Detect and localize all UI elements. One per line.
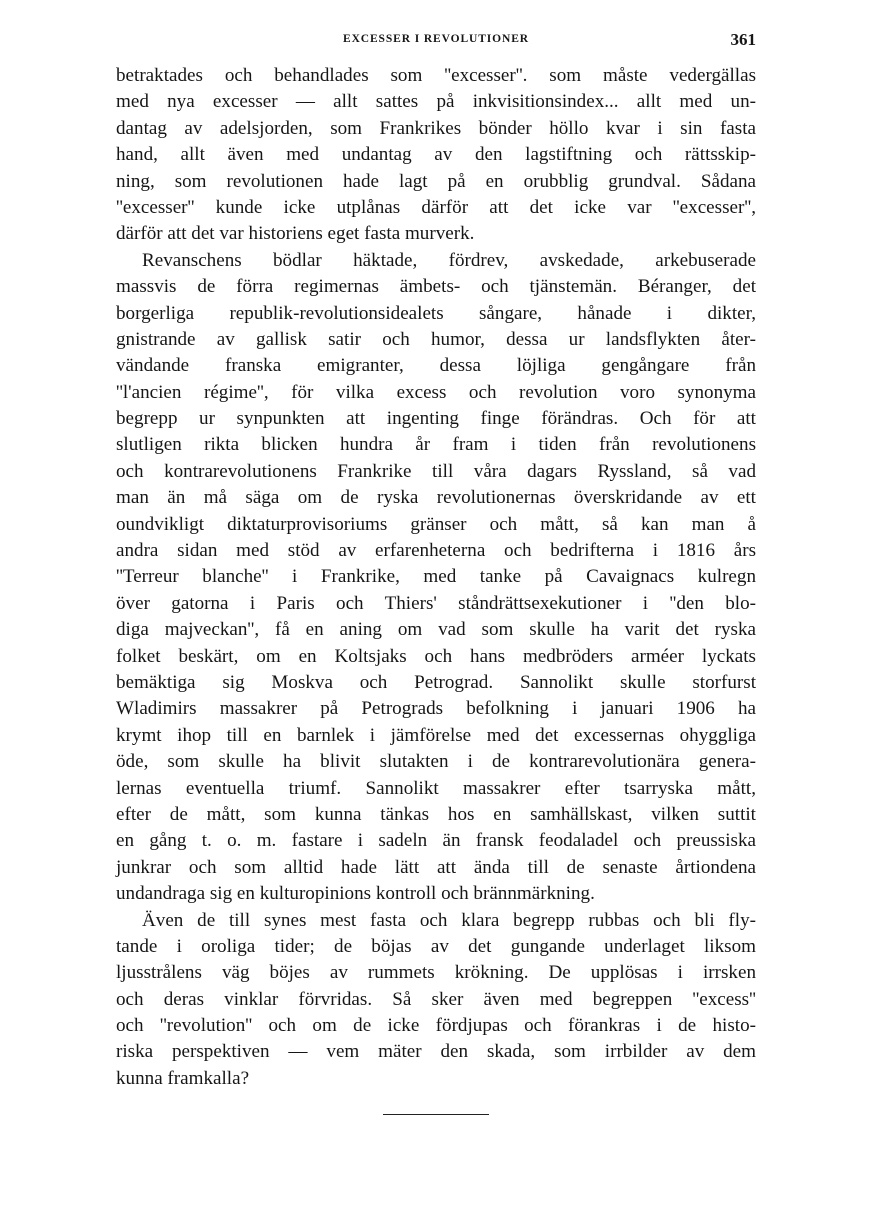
text-line: ''excesser'' kunde icke utplånas därför att det icke var ''excesser'', bbox=[116, 196, 756, 218]
text-line: kunna framkalla? bbox=[116, 1067, 250, 1089]
text-line: och ''revolution'' och om de icke fördjupas och förankras i de histo- bbox=[116, 1015, 756, 1037]
text-line: bemäktiga sig Moskva och Petrograd. Sannolikt skulle storfurst bbox=[116, 671, 756, 693]
paragraph bbox=[116, 248, 756, 908]
text-line: och kontrarevolutionens Frankrike till våra dagars Ryssland, så vad bbox=[116, 460, 756, 482]
text-line: efter de mått, som kunna tänkas hos en samhällskast, vilken suttit bbox=[116, 803, 756, 825]
text-line: massvis de förra regimernas ämbets- och tjänstemän. Béranger, det bbox=[116, 276, 756, 298]
text-line: och deras vinklar förvridas. Så sker även med begreppen ''excess'' bbox=[116, 988, 756, 1010]
text-line: öde, som skulle ha blivit slutakten i de kontrarevolutionära genera- bbox=[116, 751, 756, 773]
text-line: krymt ihop till en barnlek i jämförelse med det excessernas ohyggliga bbox=[116, 724, 756, 746]
text-line: Även de till synes mest fasta och klara begrepp rubbas och bli fly- bbox=[142, 909, 756, 931]
text-line: slutligen rikta blicken hundra år fram i tiden från revolutionens bbox=[116, 434, 756, 456]
body-text bbox=[116, 63, 756, 1092]
text-line: dantag av adelsjorden, som Frankrikes bönder höllo kvar i sin fasta bbox=[116, 117, 756, 139]
text-line: med nya excesser — allt sattes på inkvisitionsindex... allt med un- bbox=[116, 91, 756, 113]
text-line: riska perspektiven — vem mäter den skada, som irrbilder av dem bbox=[116, 1041, 756, 1063]
text-line: folket beskärt, om en Koltsjaks och hans medbröders arméer lyckats bbox=[116, 645, 756, 667]
text-line: diga majveckan'', få en aning om vad som skulle ha varit det ryska bbox=[116, 619, 756, 641]
text-line: ljusstrålens väg böjes av rummets krökning. De upplösas i irrsken bbox=[116, 962, 756, 984]
page-number: 361 bbox=[730, 30, 756, 49]
text-line: ''l'ancien régime'', för vilka excess och revolution voro synonyma bbox=[116, 381, 756, 403]
text-line: därför att det var historiens eget fasta murverk. bbox=[116, 223, 475, 245]
text-line: undandraga sig en kulturopinions kontroll och brännmärkning. bbox=[116, 883, 595, 905]
text-line: hand, allt även med undantag av den lagstiftning och rättsskip- bbox=[116, 144, 756, 166]
text-line: ''Terreur blanche'' i Frankrike, med tanke på Cavaignacs kulregn bbox=[116, 566, 756, 588]
text-line: över gatorna i Paris och Thiers' ståndrättsexekutioner i ''den blo- bbox=[116, 592, 756, 614]
text-line: man än må säga om de ryska revolutionernas överskridande av ett bbox=[116, 487, 756, 509]
end-rule bbox=[383, 1114, 489, 1115]
text-line: tande i oroliga tider; de böjas av det gungande underlaget liksom bbox=[116, 935, 756, 957]
text-line: betraktades och behandlades som ''excesser''. som måste vedergällas bbox=[116, 65, 756, 86]
text-line: junkrar och som alltid hade lätt att ända till de senaste årtiondena bbox=[116, 856, 756, 878]
running-title: EXCESSER I REVOLUTIONER bbox=[343, 33, 529, 45]
text-line: gnistrande av gallisk satir och humor, dessa ur landsflykten åter- bbox=[116, 328, 756, 350]
running-header bbox=[116, 30, 756, 52]
text-line: Wladimirs massakrer på Petrograds befolkning i januari 1906 ha bbox=[116, 698, 756, 720]
text-line: ning, som revolutionen hade lagt på en orubblig grundval. Sådana bbox=[116, 170, 756, 192]
text-line: begrepp ur synpunkten att ingenting finge förändras. Och för att bbox=[116, 408, 756, 430]
text-line: lernas eventuella triumf. Sannolikt massakrer efter tsarryska mått, bbox=[116, 777, 756, 799]
paragraph bbox=[116, 908, 756, 1093]
paragraph bbox=[116, 63, 756, 248]
text-line: borgerliga republik-revolutionsidealets sångare, hånade i dikter, bbox=[116, 302, 756, 324]
text-line: oundvikligt diktaturprovisoriums gränser och mått, så kan man å bbox=[116, 513, 756, 535]
text-line: andra sidan med stöd av erfarenheterna och bedrifterna i 1816 års bbox=[116, 540, 756, 562]
text-line: Revanschens bödlar häktade, fördrev, avskedade, arkebuserade bbox=[142, 249, 756, 271]
text-line: en gång t. o. m. fastare i sadeln än fransk feodaladel och preussiska bbox=[116, 830, 756, 852]
text-line: vändande franska emigranter, dessa löjliga gengångare från bbox=[116, 355, 756, 377]
